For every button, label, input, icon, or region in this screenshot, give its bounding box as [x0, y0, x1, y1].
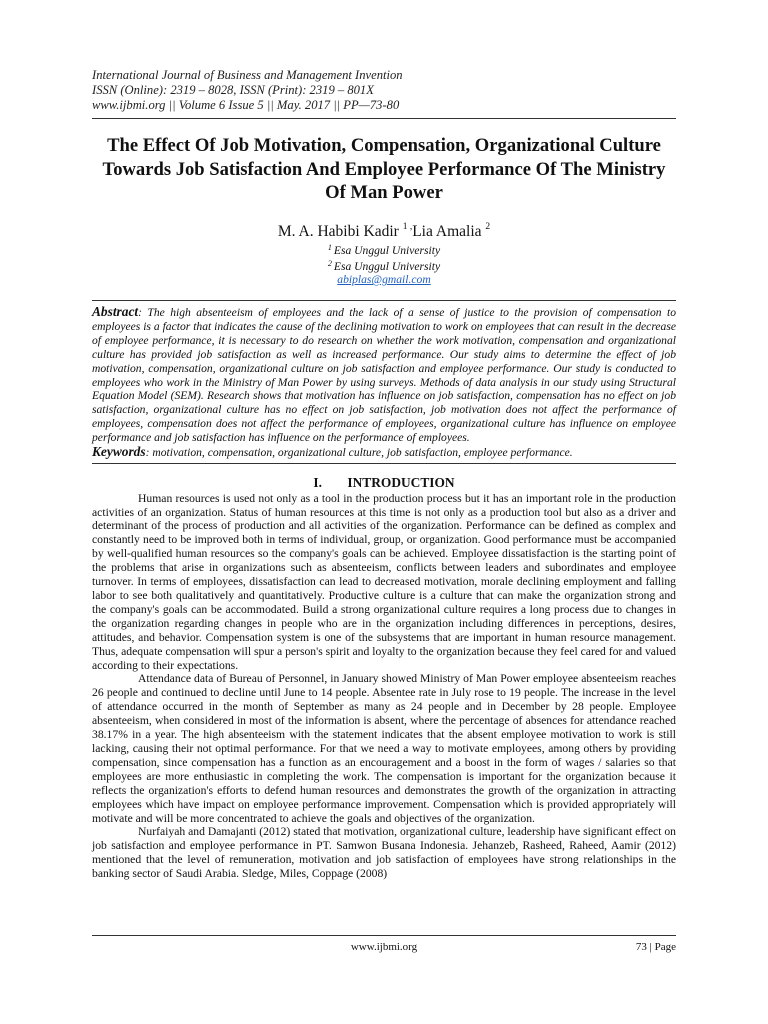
affiliation-1-sup: 1 [327, 242, 334, 252]
author-2-sup: 2 [485, 221, 491, 232]
affiliation-2-sup: 2 [327, 258, 334, 268]
journal-header [92, 68, 676, 113]
paragraph-2: Attendance data of Bureau of Personnel, in January showed Ministry of Man Power employee absenteeism reaches 26 people and continued to decline until June to 14 people. Absentee rate in July rose to 19 people. The increase in the level of attendance occurred in the month of September as many as 24 people and in December by 28 people. Employee absenteeism, when considered in most of the information is absent, where the percentage of absences for attendance reached 38.17% in a year. The high absenteeism with the statement indicates that the absent employee motivation to work is still lacking, causing their not optimal performance. For that we need a way to motivate employees, among others by providing compensation, since compensation has a function as an encouragement and a boost in the form of wages / salaries so that employees are more enthusiastic in completing the work. The compensation is important for the organization because it reflects the organization's efforts to defend human resources and demonstrates the growth of the organization in attracting employees which have impact on employee performance improvement. Compensation which is provided appropriately will motivate and will be more concentrated to achieve the goals and objectives of the organization. [92, 672, 676, 825]
section-title: INTRODUCTION [347, 474, 455, 490]
abstract-box [92, 300, 676, 463]
journal-volume: www.ijbmi.org || Volume 6 Issue 5 || May. 2017 || PP—73-80 [92, 98, 400, 112]
body-text [92, 492, 676, 881]
author-line [92, 218, 676, 241]
author-email-link[interactable]: abiplas@gmail.com [337, 273, 431, 287]
keywords-label: Keywords [92, 443, 146, 459]
paragraph-1: Human resources is used not only as a tool in the production process but it has an important role in the production activities of an organization. Status of human resources at this time is not only as a production tool but also as a driver and determinant of the process of production and all activities of the organization. Performance can be defined as complex and constantly need to be improved both in terms of individual, group, or organization. Good performance must be accompanied by well-qualified human resources so the company's goals can be achieved. Employee dissatisfaction is the starting point of the problems that arise in organizations such as absenteeism, conflicts between leaders and subordinates and employee turnover. In terms of employees, dissatisfaction can lead to decreased motivation, morale declining employment and falling labor to see both qualitatively and quantitatively. Productive culture is a culture that can make the organization strong and the company's goals can be accommodated. Build a strong organizational culture requires a long process due to changes in the organization regarding changes in people who are in the organization including differences in perceptions, desires, attitudes, and behavior. Compensation system is one of the subsystems that are important in human resource management. Thus, adequate compensation will spur a person's spirit and loyalty to the organization because they feel cared for and valued according to their expectations. [92, 491, 676, 672]
footer-url[interactable]: www.ijbmi.org [350, 941, 418, 953]
journal-issn: ISSN (Online): 2319 – 8028, ISSN (Print): 2319 – 801X [92, 83, 374, 97]
affiliation-2 [92, 257, 676, 273]
email-line [92, 273, 676, 286]
section-heading [92, 475, 676, 491]
affiliation-1-text: Esa Unggul University [333, 243, 441, 257]
header-divider [92, 118, 676, 119]
article-page [92, 68, 676, 881]
author-1: M. A. Habibi Kadir [277, 222, 403, 240]
affiliation-1 [92, 241, 676, 257]
keywords-text: : motivation, compensation, organizational culture, job satisfaction, employee performance. [145, 445, 573, 459]
journal-name: International Journal of Business and Management Invention [92, 68, 403, 82]
keywords-line [92, 445, 676, 460]
abstract-text: : The high absenteeism of employees and the lack of a sense of justice to the provision of compensation to employees is a factor that indicates the cause of the declining motivation to work on employees that can result in the decrease of employee performance, it is necessary to do research on whether the work motivation, compensation and organizational culture has provided job satisfaction as well as increased performance. Our study aims to determine the effect of job motivation, compensation, organizational culture on job satisfaction and employee performance. Our study is conducted to employees who work in the Ministry of Man Power by using surveys. Methods of data analysis in our study using Structural Equation Model (SEM). Research shows that motivation has influence on job satisfaction, compensation has no effect on job satisfaction, organizational culture has no effect on job satisfaction, job motivation does not affect the performance of employees, compensation does not affect the performance of employees, organizational culture has influence on employee performance and job satisfaction has influence on the performance of employees. [92, 306, 676, 444]
author-2: Lia Amalia [412, 222, 486, 240]
abstract-label: Abstract [92, 304, 139, 320]
paper-title: The Effect Of Job Motivation, Compensation, Organizational Culture Towards Job Satisfaction And Employee Performance Of The Ministry Of Man Power [102, 135, 666, 203]
page-number: 73 | Page [635, 941, 676, 953]
paragraph-3: Nurfaiyah and Damajanti (2012) stated that motivation, organizational culture, leadership have significant effect on job satisfaction and employee performance in PT. Samwon Busana Indonesia. Jehanzeb, Rasheed, Raheed, Aamir (2012) mentioned that the level of remuneration, motivation and job satisfaction of employees have strong relationships in the banking sector of Saudi Arabia. Sledge, Miles, Coppage (2008) [92, 825, 676, 881]
author-1-sup: 1 , [402, 221, 413, 232]
affiliation-2-text: Esa Unggul University [333, 259, 441, 273]
footer-divider [92, 935, 676, 936]
section-number: I. [313, 474, 322, 490]
